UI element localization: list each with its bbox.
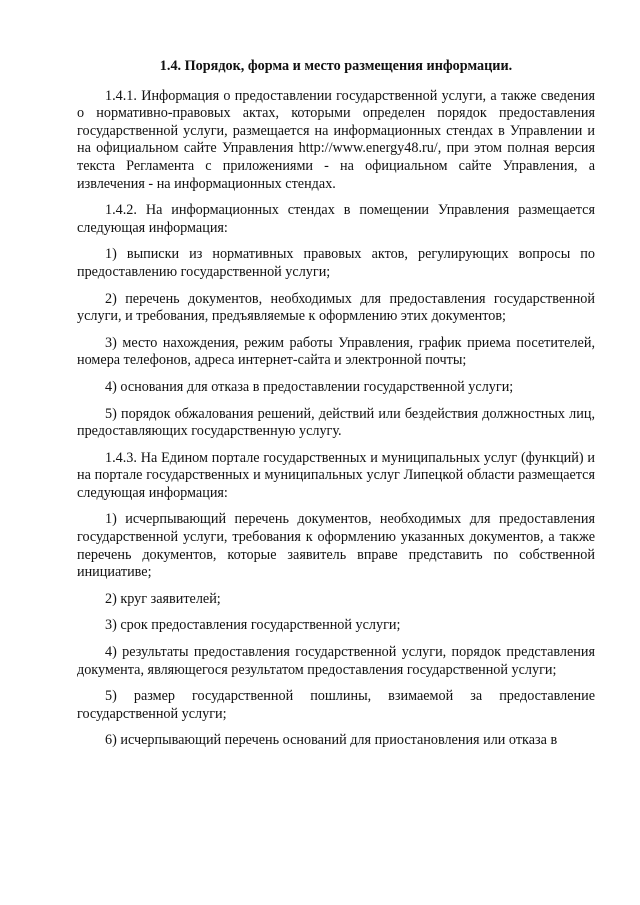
list-item-portal-3: 3) срок предоставления государственной услуги; bbox=[105, 617, 401, 634]
list-item-portal-6: 6) исчерпывающий перечень оснований для приостановления или отказа в bbox=[105, 732, 558, 749]
paragraph-1-4-1: 1.4.1. Информация о предоставлении государственной услуги, а также сведения о нормативно-правовых актах, которыми определен порядок предоставления государственной услуги, размещается на информационных стендах в Управлении и на официальном сайте Управления http://www.energy48.ru/, при этом полная версия текста Регламента с приложениями - на официальном сайте Управления, а извлечения - на информационных стендах. bbox=[77, 87, 595, 192]
paragraph-1-4-2: 1.4.2. На информационных стендах в помещении Управления размещается следующая информация: bbox=[77, 202, 595, 236]
list-item-portal-5: 5) размер государственной пошлины, взимаемой за предоставление государственной услуги; bbox=[77, 688, 595, 722]
section-heading: 1.4. Порядок, форма и место размещения информации. bbox=[159, 58, 513, 74]
list-item-portal-2: 2) круг заявителей; bbox=[105, 590, 221, 607]
list-item-stand-3: 3) место нахождения, режим работы Управления, график приема посетителей, номера телефонов, адреса интернет-сайта и электронной почты; bbox=[77, 334, 595, 369]
list-item-portal-1: 1) исчерпывающий перечень документов, необходимых для предоставления государственной услуги, требования к оформлению указанных документов, а также перечень документов, которые заявитель вправе представить по собственной инициативе; bbox=[77, 511, 595, 581]
list-item-stand-1: 1) выписки из нормативных правовых актов, регулирующих вопросы по предоставлению государственной услуги; bbox=[77, 246, 595, 280]
list-item-stand-2: 2) перечень документов, необходимых для предоставления государственной услуги, и требования, предъявляемые к оформлению этих документов; bbox=[77, 290, 595, 325]
document-page bbox=[77, 58, 595, 759]
paragraph-1-4-3: 1.4.3. На Едином портале государственных и муниципальных услуг (функций) и на портале государственных и муниципальных услуг Липецкой области размещается следующая информация: bbox=[77, 449, 595, 501]
list-item-stand-4: 4) основания для отказа в предоставлении государственной услуги; bbox=[105, 378, 514, 395]
list-item-stand-5: 5) порядок обжалования решений, действий или бездействия должностных лиц, предоставляющих государственную услугу. bbox=[77, 405, 595, 440]
list-item-portal-4: 4) результаты предоставления государственной услуги, порядок представления документа, являющегося результатом предоставления государственной услуги; bbox=[77, 644, 595, 678]
